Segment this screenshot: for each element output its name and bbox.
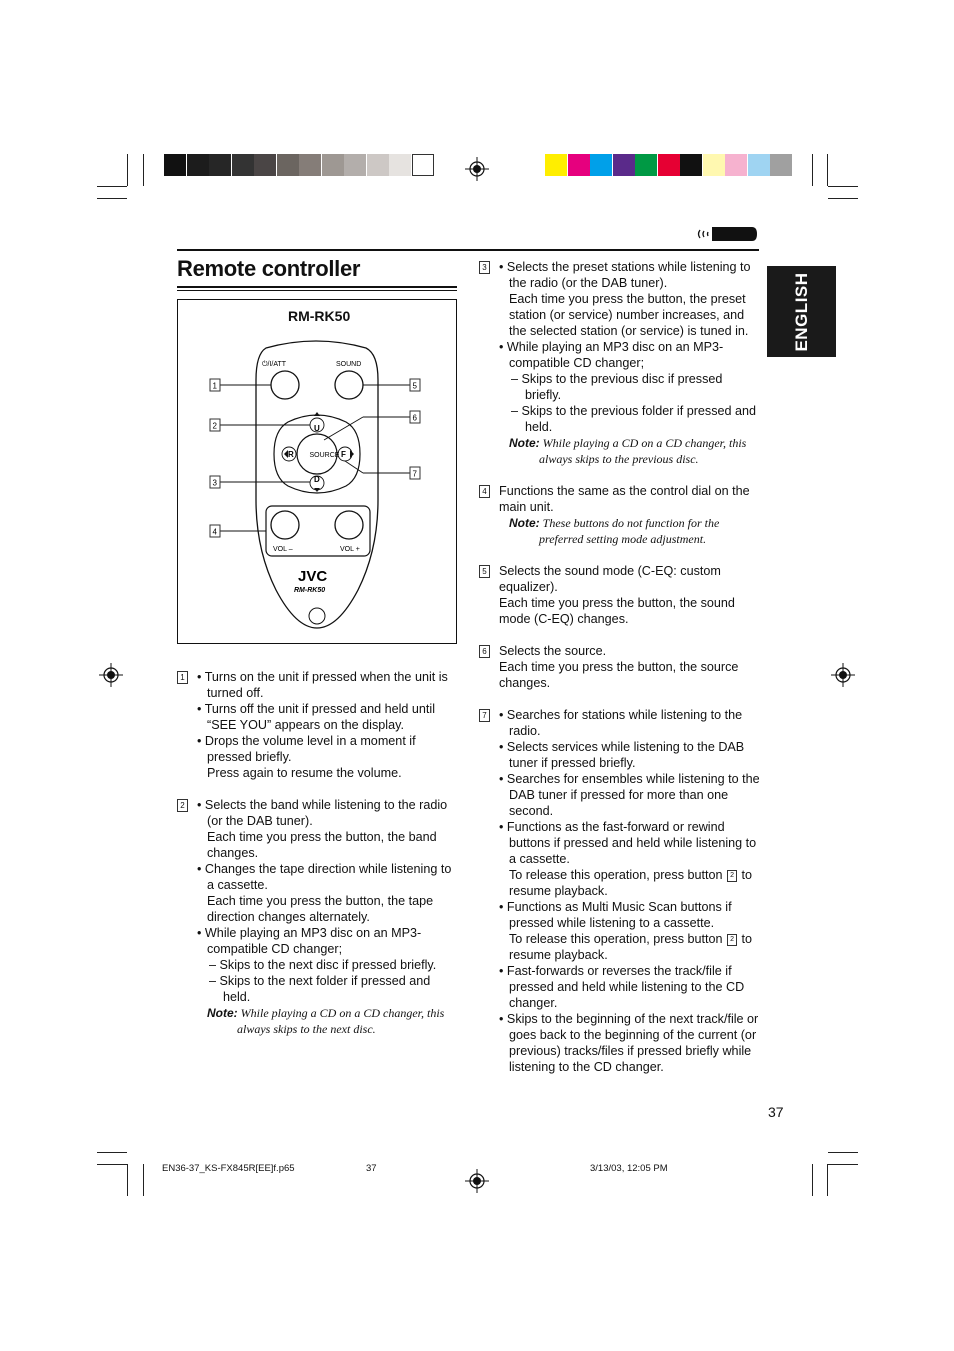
- callout-4: [210, 525, 220, 537]
- bullet-text: • Drops the volume level in a moment if pressed briefly.: [197, 733, 460, 765]
- left-label: R: [288, 450, 294, 459]
- callout-2: [210, 419, 220, 431]
- item-text: Each time you press the button, the sound mode (C-EQ) changes.: [499, 596, 735, 626]
- bullet-extra: Each time you press the button, the band changes.: [207, 830, 437, 860]
- registration-target-icon: [465, 1169, 489, 1193]
- dash-text: – Skips to the next folder if pressed and held.: [197, 973, 460, 1005]
- left-column: [177, 669, 460, 1053]
- color-swatch: [412, 154, 434, 176]
- svg-text:3: 3: [212, 478, 217, 488]
- color-swatch: [658, 154, 680, 176]
- vol-plus-label: VOL +: [340, 546, 360, 553]
- callout-3: [210, 476, 220, 488]
- bullet-extra: Each time you press the button, the preset station (or service) number increases, and the selected station (or service) is tuned in.: [509, 292, 749, 338]
- callout-6: [410, 411, 420, 423]
- color-swatch: [277, 154, 299, 176]
- bullet-extra: To release this operation, press button 2 to resume playback.: [509, 932, 753, 962]
- header-rule: [177, 249, 759, 251]
- svg-text:1: 1: [212, 381, 217, 391]
- color-swatch: [254, 154, 276, 176]
- color-swatch: [680, 154, 702, 176]
- note-label: Note:: [207, 1006, 238, 1020]
- list-item: [177, 797, 460, 1037]
- color-swatch: [299, 154, 321, 176]
- bullet-text: • Functions as Multi Music Scan buttons if pressed while listening to a cassette.: [499, 899, 762, 931]
- color-swatch: [568, 154, 590, 176]
- footer-filename: EN36-37_KS-FX845R[EE]f.p65: [162, 1163, 295, 1174]
- language-tab-label: ENGLISH: [791, 271, 811, 352]
- note-label: Note:: [509, 516, 540, 530]
- color-swatch: [164, 154, 186, 176]
- bullet-text: • Functions as the fast-forward or rewind buttons if pressed and held while listening to a cassette.: [499, 819, 762, 867]
- color-swatch: [725, 154, 747, 176]
- power-button: [271, 371, 299, 399]
- color-swatch: [635, 154, 657, 176]
- right-column: [479, 259, 762, 1091]
- note-text: Note: These buttons do not function for the preferred setting mode adjustment.: [509, 516, 720, 546]
- sound-label: SOUND: [336, 361, 362, 368]
- color-swatch: [209, 154, 231, 176]
- svg-text:6: 6: [412, 413, 417, 423]
- item-number-box: 7: [479, 709, 490, 722]
- page-number: 37: [768, 1104, 784, 1120]
- bullet-text: • Searches for ensembles while listening to the DAB tuner if pressed for more than one second.: [499, 771, 762, 819]
- item-number-box: 3: [479, 261, 490, 274]
- bullet-text: • Turns off the unit if pressed and held until “SEE YOU” appears on the display.: [197, 701, 460, 733]
- color-swatch: [703, 154, 725, 176]
- list-item: [479, 643, 762, 691]
- sound-button: [335, 371, 363, 399]
- list-item: [479, 259, 762, 467]
- remote-diagram: [178, 300, 456, 643]
- item-text: Selects the source.: [499, 644, 607, 658]
- button-ref-box: 2: [727, 870, 737, 882]
- bullet-text: • Skips to the beginning of the next track/file or goes back to the beginning of the current (or previous) tracks/files if pressed briefly while listening to the CD changer.: [499, 1011, 762, 1075]
- callout-7: [410, 467, 420, 479]
- item-number-box: 5: [479, 565, 490, 578]
- vol-plus-button: [335, 511, 363, 539]
- note-text: Note: While playing a CD on a CD changer, this always skips to the previous disc.: [509, 436, 747, 466]
- color-swatch: [748, 154, 770, 176]
- title-rule: [177, 290, 457, 291]
- bullet-text: • While playing an MP3 disc on an MP3-compatible CD changer;: [499, 339, 762, 371]
- list-item: [479, 707, 762, 1075]
- list-item: [479, 563, 762, 627]
- item-text: Each time you press the button, the source changes.: [499, 660, 739, 690]
- note-label: Note:: [509, 436, 540, 450]
- svg-text:2: 2: [212, 421, 217, 431]
- dash-text: – Skips to the previous disc if pressed briefly.: [499, 371, 762, 403]
- color-swatch: [344, 154, 366, 176]
- bullet-text: • Selects the preset stations while listening to the radio (or the DAB tuner).: [499, 259, 762, 291]
- bullet-text: • While playing an MP3 disc on an MP3-compatible CD changer;: [197, 925, 460, 957]
- bullet-text: • Fast-forwards or reverses the track/file if pressed and held while listening to the CD changer.: [499, 963, 762, 1011]
- title-rule: [177, 286, 457, 288]
- svg-text:5: 5: [412, 381, 417, 391]
- svg-text:4: 4: [212, 527, 217, 537]
- down-label: D: [314, 475, 320, 484]
- bullet-text: • Selects services while listening to the DAB tuner if pressed briefly.: [499, 739, 762, 771]
- svg-text:7: 7: [412, 469, 417, 479]
- bullet-extra: Each time you press the button, the tape direction changes alternately.: [207, 894, 434, 924]
- registration-target-icon: [831, 663, 855, 687]
- note-text: Note: While playing a CD on a CD changer, this always skips to the next disc.: [207, 1006, 445, 1036]
- item-text: Selects the sound mode (C-EQ: custom equalizer).: [499, 564, 721, 594]
- color-swatch: [187, 154, 209, 176]
- item-number-box: 6: [479, 645, 490, 658]
- item-number-box: 2: [177, 799, 188, 812]
- color-swatch: [770, 154, 792, 176]
- bullet-extra: Press again to resume the volume.: [207, 766, 402, 780]
- item-number-box: 1: [177, 671, 188, 684]
- color-swatch: [590, 154, 612, 176]
- model-label: RM-RK50: [288, 308, 351, 324]
- item-number-box: 4: [479, 485, 490, 498]
- callout-5: [410, 379, 420, 391]
- color-swatch: [545, 154, 567, 176]
- button-ref-box: 2: [727, 934, 737, 946]
- callout-1: [210, 379, 220, 391]
- remote-signal-icon: [694, 224, 758, 244]
- model-logo: RM-RK50: [294, 587, 326, 594]
- list-item: [479, 483, 762, 547]
- color-swatch: [389, 154, 411, 176]
- up-label: U: [314, 424, 320, 433]
- brand-logo: JVC: [298, 568, 328, 585]
- bullet-text: • Searches for stations while listening to the radio.: [499, 707, 762, 739]
- bullet-text: • Selects the band while listening to the radio (or the DAB tuner).: [197, 797, 460, 829]
- footer-page: 37: [366, 1163, 377, 1174]
- ir-window: [309, 608, 325, 624]
- page-title: Remote controller: [177, 256, 361, 281]
- color-swatch: [232, 154, 254, 176]
- vol-minus-label: VOL –: [273, 546, 293, 553]
- dash-text: – Skips to the previous folder if pressed and held.: [499, 403, 762, 435]
- footer-timestamp: 3/13/03, 12:05 PM: [590, 1163, 668, 1174]
- color-swatch: [613, 154, 635, 176]
- color-swatch: [322, 154, 344, 176]
- bullet-extra: To release this operation, press button 2 to resume playback.: [509, 868, 753, 898]
- bullet-text: • Turns on the unit if pressed when the unit is turned off.: [197, 669, 460, 701]
- dash-text: – Skips to the next disc if pressed briefly.: [197, 957, 460, 973]
- bullet-text: • Changes the tape direction while listening to a cassette.: [197, 861, 460, 893]
- list-item: [177, 669, 460, 781]
- right-label: F: [341, 450, 346, 459]
- source-label: SOURCE: [309, 452, 340, 459]
- item-text: Functions the same as the control dial on the main unit.: [499, 484, 750, 514]
- color-swatch: [367, 154, 389, 176]
- remote-figure: [177, 299, 457, 644]
- vol-minus-button: [271, 511, 299, 539]
- registration-target-icon: [99, 663, 123, 687]
- registration-target-icon: [465, 157, 489, 181]
- power-label: ⏻/I/ATT: [262, 361, 287, 368]
- language-tab: [767, 266, 836, 357]
